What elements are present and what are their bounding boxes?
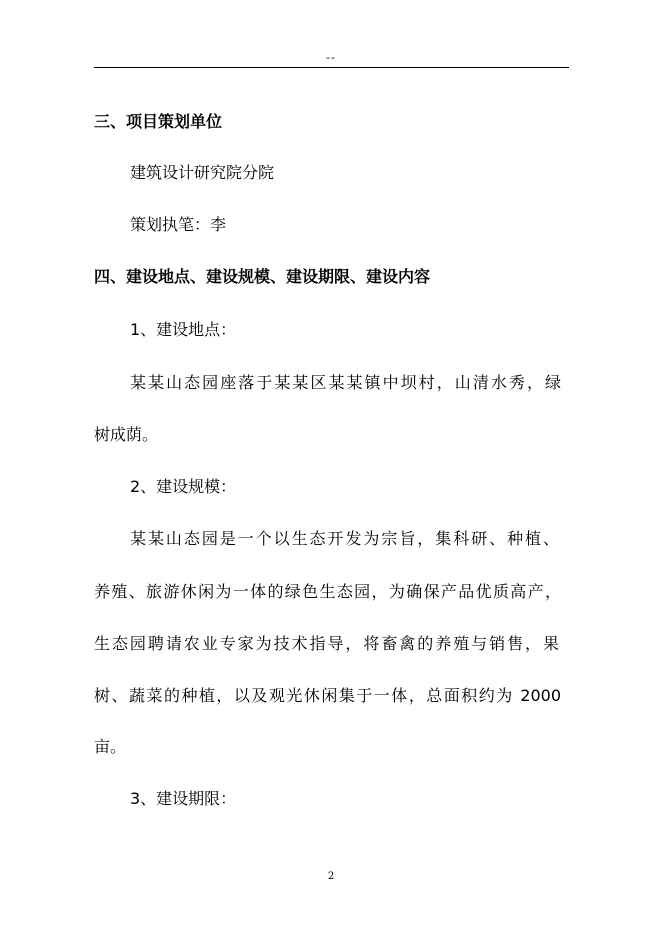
location-label: 1、建设地点： xyxy=(130,320,237,339)
scale-line-1: 某某山态园是一个以生态开发为宗旨，集科研、种植、 xyxy=(130,529,559,548)
section-3-heading: 三、项目策划单位 xyxy=(94,112,223,131)
scale-label: 2、建设规模： xyxy=(130,477,237,496)
planning-author: 策划执笔：李 xyxy=(130,215,227,234)
planning-unit-name: 建筑设计研究院分院 xyxy=(130,163,275,182)
scale-line-5: 亩。 xyxy=(94,737,127,756)
location-line-1: 某某山态园座落于某某区某某镇中坝村，山清水秀，绿 xyxy=(130,373,561,392)
header-rule xyxy=(94,67,569,68)
period-label: 3、建设期限： xyxy=(130,789,237,808)
scale-line-4: 树、蔬菜的种植，以及观光休闲集于一体，总面积约为 2000 xyxy=(94,686,561,705)
header-mark: -- xyxy=(326,51,336,64)
scale-line-2: 养殖、旅游休闲为一体的绿色生态园，为确保产品优质高产， xyxy=(94,582,561,601)
section-4-heading: 四、建设地点、建设规模、建设期限、建设内容 xyxy=(94,267,431,286)
location-line-2: 树成荫。 xyxy=(94,425,159,444)
scale-line-3: 生态园聘请农业专家为技术指导，将畜禽的养殖与销售，果 xyxy=(94,634,559,653)
page-number: 2 xyxy=(327,871,335,882)
